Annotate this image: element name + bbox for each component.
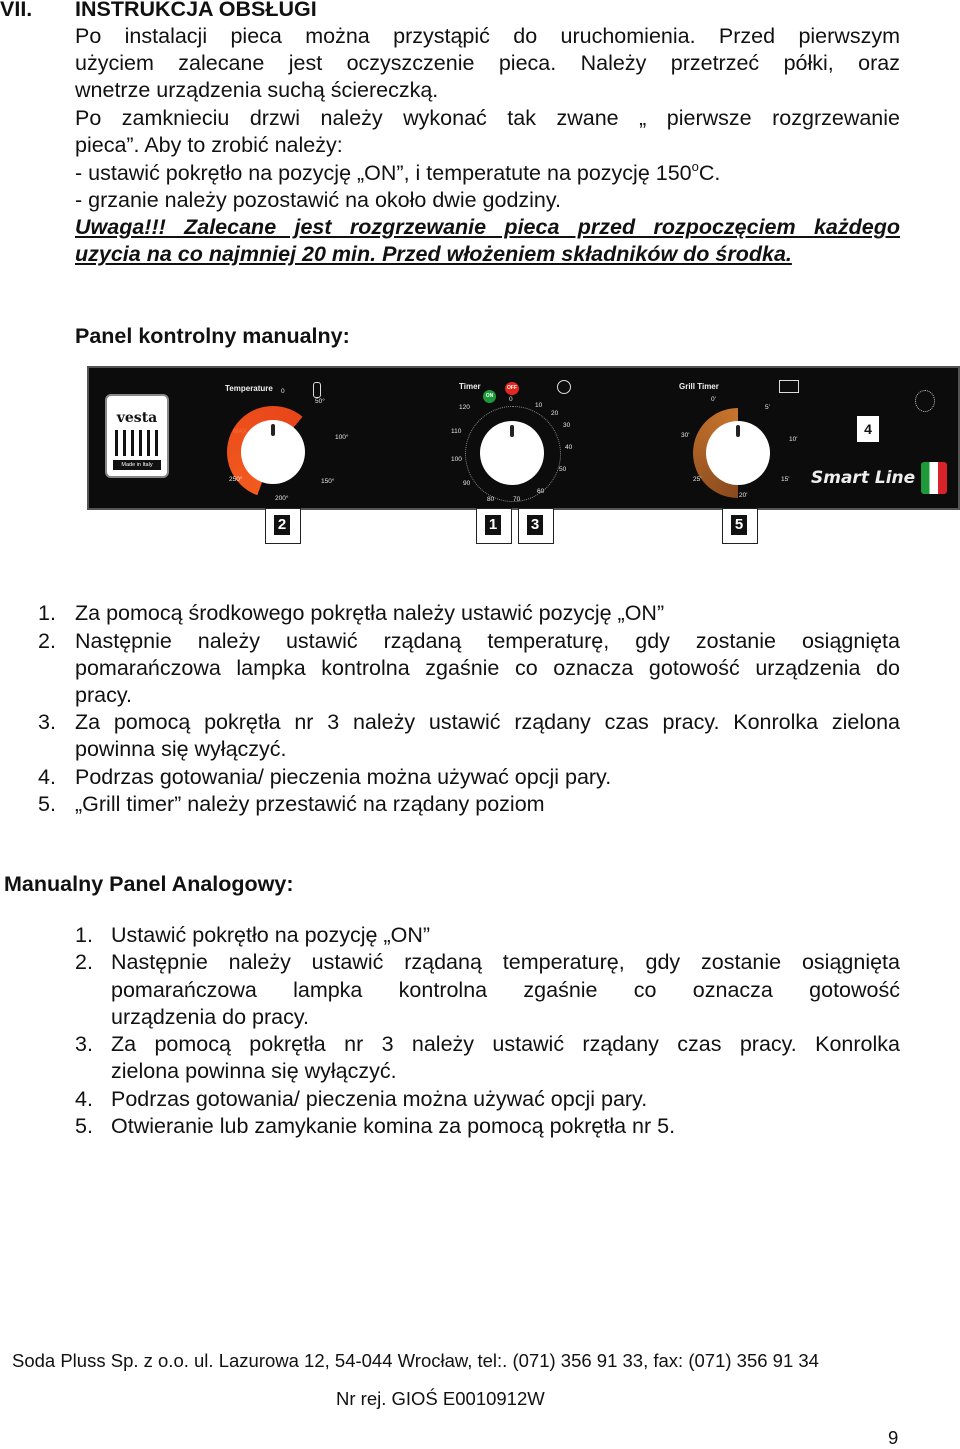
timer-off-indicator: OFF [505,382,519,395]
analog-heading: Manualny Panel Analogowy: [4,872,294,896]
clock-icon [557,380,571,394]
analog-step-3-line-1: Za pomocą pokrętła nr 3 należy ustawić rządany czas pracy. Konrolka [111,1032,900,1056]
timer-tick: 80 [487,496,495,503]
analog-step-3-line-2: zielona powinna się wyłączyć. [111,1059,397,1083]
timer-tick: 50 [559,466,567,473]
callout-3: 3 [518,508,554,544]
grill-tick: 30' [681,432,690,439]
analog-step-2-line-2: pomarańczowa lampka kontrolna zgaśnie co oznacza gotowość [111,978,900,1002]
analog-step-number: 1. [75,923,93,947]
step-2-line-1: Następnie należy ustawić rządaną temperaturę, gdy zostanie osiągnięta [75,629,900,653]
timer-tick: 90 [463,480,471,487]
temp-tick: 200° [275,495,289,502]
analog-step-5: Otwieranie lub zamykanie komina za pomocą pokrętła nr 5. [111,1114,676,1138]
grill-tick: 15' [781,476,790,483]
temp-tick: 150° [321,478,335,485]
step-3-line-2: powinna się wyłączyć. [75,737,287,761]
made-in-label: Made in Italy [113,460,161,470]
timer-knob[interactable] [480,421,544,485]
analog-step-number: 4. [75,1087,93,1111]
temperature-knob-pointer [271,424,275,436]
footer-company: Soda Pluss Sp. z o.o. ul. Lazurowa 12, 54-044 Wrocław, tel:. (071) 356 91 33, fax: (071) 356 91 34 [12,1350,819,1371]
timer-tick: 30 [563,422,571,429]
temp-tick: 50° [315,398,325,405]
grill-knob-pointer [736,425,740,437]
temp-tick: 250° [229,476,243,483]
grill-tick: 5' [765,404,770,411]
analog-step-4: Podrzas gotowania/ pieczenia można używać opcji pary. [111,1087,648,1111]
temperature-label: Temperature [225,384,273,393]
vesta-logo-badge [105,394,169,478]
grill-tick: 10' [789,436,798,443]
temp-tick: MAX [233,428,248,435]
timer-tick: 20 [551,410,559,417]
temp-tick: 0 [281,388,285,395]
intro-line-1: Po instalacji pieca można przystąpić do uruchomienia. Przed pierwszym [75,24,900,48]
page-number: 9 [888,1427,899,1448]
callout-2: 2 [265,508,301,544]
timer-tick: 40 [565,444,573,451]
analog-step-1: Ustawić pokrętło na pozycję „ON” [111,923,431,947]
panel-heading: Panel kontrolny manualny: [75,324,350,348]
timer-tick: 10 [535,402,543,409]
smart-line-logo: Smart Line [811,468,916,488]
logo-bars-icon [115,430,159,456]
step-number: 4. [38,765,56,789]
temperature-knob[interactable] [241,420,305,484]
timer-tick: 0 [509,396,513,403]
steam-button-number: 4 [857,416,879,442]
grill-tick: 25' [693,476,702,483]
footer-registration: Nr rej. GIOŚ E0010912W [336,1388,545,1409]
analog-step-number: 2. [75,950,93,974]
analog-step-2-line-1: Następnie należy ustawić rządaną temperaturę, gdy zostanie osiągnięta [111,950,900,974]
grill-tick: 0' [711,396,716,403]
analog-step-number: 5. [75,1114,93,1138]
vesta-logo: vesta [116,410,158,426]
thermometer-icon [313,382,321,398]
timer-tick: 60 [537,488,545,495]
step-5: „Grill timer” należy przestawić na rządany poziom [75,792,545,816]
italy-flag-icon [921,462,947,494]
step-4: Podrzas gotowania/ pieczenia można używać opcji pary. [75,765,612,789]
step-number: 5. [38,792,56,816]
section-number: VII. [0,0,33,21]
steam-icon [915,390,935,412]
callout-5: 5 [722,508,758,544]
step-number: 3. [38,710,56,734]
timer-tick: 100 [451,456,462,463]
intro-line-3: wnetrze urządzenia suchą ściereczką. [75,78,439,102]
intro-line-2: użyciem zalecane jest oczyszczenie pieca. Należy przetrzeć półki, oraz [75,51,900,75]
temp-tick: 100° [335,434,349,441]
grill-tick: 20' [739,492,748,499]
step-number: 1. [38,601,56,625]
step-3-line-1: Za pomocą pokrętła nr 3 należy ustawić rządany czas pracy. Konrolka zielona [75,710,900,734]
warning-line-1: Uwaga!!! Zalecane jest rozgrzewanie pieca przed rozpoczęciem każdego [75,215,900,239]
step-number: 2. [38,629,56,653]
timer-label: Timer [459,382,481,391]
intro-line-6: - ustawić pokrętło na pozycję „ON”, i temperatute na pozycję 150$^o$C. [75,159,721,185]
warning-line-2: uzycia na co najmniej 20 min. Przed włożeniem składników do środka. [75,242,792,266]
timer-tick: 70 [513,496,521,503]
grill-icon [779,380,799,393]
intro-line-5: pieca”. Aby to zrobić należy: [75,133,343,157]
timer-on-indicator: ON [483,390,496,403]
callout-1: 1 [476,508,512,544]
grill-timer-knob[interactable] [706,421,770,485]
step-1: Za pomocą środkowego pokrętła należy ustawić pozycję „ON” [75,601,665,625]
timer-tick: 120 [459,404,470,411]
analog-step-number: 3. [75,1032,93,1056]
step-2-line-2: pomarańczowa lampka kontrolna zgaśnie co oznacza gotowość urządzenia do [75,656,900,680]
intro-line-7: - grzanie należy pozostawić na około dwie godziny. [75,188,562,212]
control-panel-image [87,366,960,510]
section-title: INSTRUKCJA OBSŁUGI [75,0,317,21]
analog-step-2-line-3: urządzenia do pracy. [111,1005,309,1029]
step-2-line-3: pracy. [75,683,132,707]
timer-tick: 110 [451,428,462,435]
grill-timer-label: Grill Timer [679,382,719,391]
intro-line-4: Po zamknieciu drzwi należy wykonać tak zwane „ pierwsze rozgrzewanie [75,106,900,130]
timer-knob-pointer [510,425,514,437]
